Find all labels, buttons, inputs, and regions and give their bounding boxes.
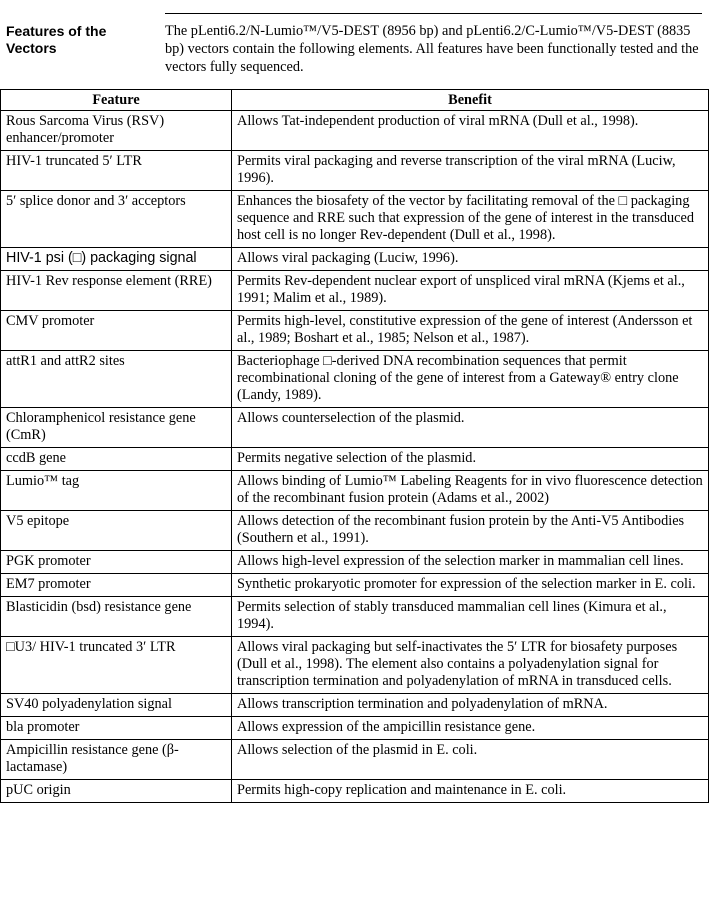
benefit-cell: Allows transcription termination and polyadenylation of mRNA. — [232, 694, 709, 717]
benefit-cell: Allows selection of the plasmid in E. coli. — [232, 740, 709, 780]
feature-cell: attR1 and attR2 sites — [1, 351, 232, 408]
table-row — [1, 448, 709, 471]
table-row — [1, 780, 709, 803]
table-header-row — [1, 90, 709, 111]
table-row — [1, 597, 709, 637]
benefit-cell: Allows high-level expression of the selection marker in mammalian cell lines. — [232, 551, 709, 574]
table-row — [1, 191, 709, 248]
benefit-cell: Permits high-copy replication and maintenance in E. coli. — [232, 780, 709, 803]
feature-cell: SV40 polyadenylation signal — [1, 694, 232, 717]
features-table — [0, 89, 709, 803]
table-row — [1, 151, 709, 191]
benefit-cell: Permits selection of stably transduced mammalian cell lines (Kimura et al., 1994). — [232, 597, 709, 637]
table-row — [1, 740, 709, 780]
feature-cell: pUC origin — [1, 780, 232, 803]
table-row — [1, 248, 709, 271]
benefit-cell: Permits high-level, constitutive expression of the gene of interest (Andersson et al., 1989; Boshart et al., 1985; Nelson et al., 1987). — [232, 311, 709, 351]
benefit-cell: Allows binding of Lumio™ Labeling Reagents for in vivo fluorescence detection of the recombinant fusion protein (Adams et al., 2002) — [232, 471, 709, 511]
feature-cell: EM7 promoter — [1, 574, 232, 597]
feature-cell: □U3/ HIV-1 truncated 3′ LTR — [1, 637, 232, 694]
table-row — [1, 471, 709, 511]
benefit-cell: Allows detection of the recombinant fusion protein by the Anti-V5 Antibodies (Southern et al., 1991). — [232, 511, 709, 551]
benefit-cell: Enhances the biosafety of the vector by facilitating removal of the □ packaging sequence and RRE such that expression of the gene of interest in the transduced host cell is no longer Rev-dependent (Dull et al., 1998). — [232, 191, 709, 248]
feature-cell: V5 epitope — [1, 511, 232, 551]
feature-cell: Chloramphenicol resistance gene (CmR) — [1, 408, 232, 448]
table-row — [1, 717, 709, 740]
table-row — [1, 551, 709, 574]
heading-rule — [165, 13, 702, 14]
table-row — [1, 408, 709, 448]
table-row — [1, 511, 709, 551]
header-feature: Feature — [1, 90, 232, 111]
intro-paragraph: The pLenti6.2/N-Lumio™/V5-DEST (8956 bp) and pLenti6.2/C-Lumio™/V5-DEST (8835 bp) vectors contain the following elements. All features have been functionally tested and the vectors fully sequenced. — [165, 23, 699, 75]
table-row — [1, 351, 709, 408]
benefit-cell: Permits Rev-dependent nuclear export of unspliced viral mRNA (Kjems et al., 1991; Malim et al., 1989). — [232, 271, 709, 311]
section-heading: Features of the Vectors — [6, 23, 107, 56]
benefit-cell: Permits negative selection of the plasmid. — [232, 448, 709, 471]
feature-cell: HIV-1 psi (□) packaging signal — [1, 248, 232, 271]
feature-cell: ccdB gene — [1, 448, 232, 471]
table-row — [1, 111, 709, 151]
table-row — [1, 637, 709, 694]
benefit-cell: Allows counterselection of the plasmid. — [232, 408, 709, 448]
feature-cell: Rous Sarcoma Virus (RSV) enhancer/promoter — [1, 111, 232, 151]
table-row — [1, 311, 709, 351]
benefit-cell: Allows viral packaging but self-inactivates the 5′ LTR for biosafety purposes (Dull et al., 1998). The element also contains a polyadenylation signal for transcription termination and polyadenylation of mRNA in transduced cells. — [232, 637, 709, 694]
benefit-cell: Permits viral packaging and reverse transcription of the viral mRNA (Luciw, 1996). — [232, 151, 709, 191]
feature-cell: Ampicillin resistance gene (β-lactamase) — [1, 740, 232, 780]
feature-cell: PGK promoter — [1, 551, 232, 574]
table-row — [1, 574, 709, 597]
header-benefit: Benefit — [232, 90, 709, 111]
feature-cell: HIV-1 truncated 5′ LTR — [1, 151, 232, 191]
table-row — [1, 694, 709, 717]
benefit-cell: Synthetic prokaryotic promoter for expression of the selection marker in E. coli. — [232, 574, 709, 597]
benefit-cell: Allows viral packaging (Luciw, 1996). — [232, 248, 709, 271]
table-row — [1, 271, 709, 311]
feature-cell: 5′ splice donor and 3′ acceptors — [1, 191, 232, 248]
benefit-cell: Bacteriophage □-derived DNA recombination sequences that permit recombinational cloning of the gene of interest from a Gateway® entry clone (Landy, 1989). — [232, 351, 709, 408]
feature-cell: HIV-1 Rev response element (RRE) — [1, 271, 232, 311]
feature-cell: bla promoter — [1, 717, 232, 740]
benefit-cell: Allows Tat-independent production of viral mRNA (Dull et al., 1998). — [232, 111, 709, 151]
feature-cell: CMV promoter — [1, 311, 232, 351]
feature-cell: Blasticidin (bsd) resistance gene — [1, 597, 232, 637]
benefit-cell: Allows expression of the ampicillin resistance gene. — [232, 717, 709, 740]
feature-cell: Lumio™ tag — [1, 471, 232, 511]
